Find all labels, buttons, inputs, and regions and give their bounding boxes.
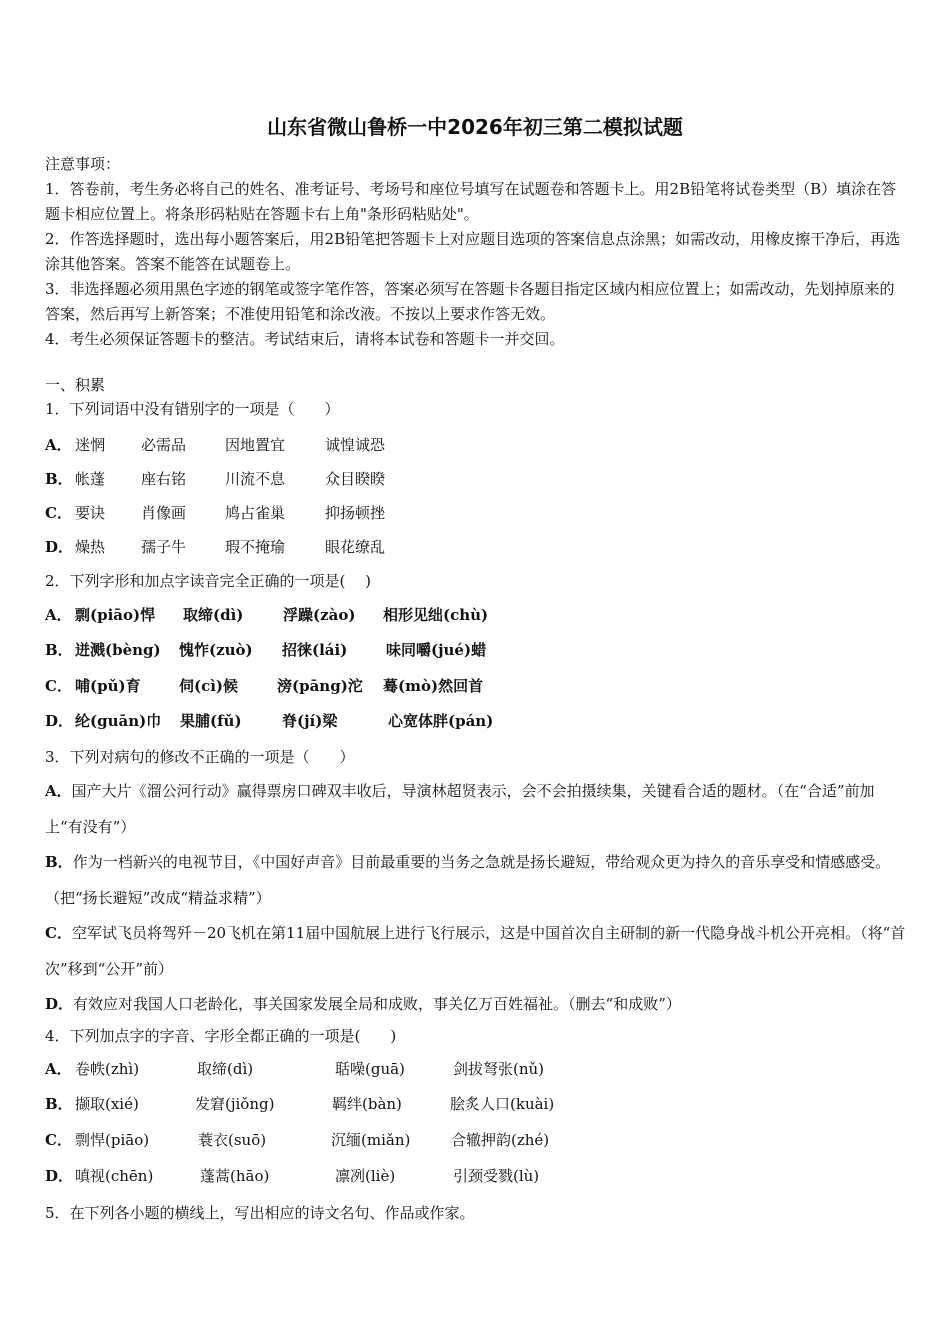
- option-word: 蓦(mò)然回首: [383, 677, 484, 695]
- option-letter: B．: [45, 641, 73, 659]
- option-word: 川流不息: [225, 470, 286, 488]
- option-word: 味同嚼(jué)蜡: [386, 641, 487, 659]
- option-word: 引颈受戮(lù): [453, 1167, 540, 1185]
- option-letter: A．: [45, 1060, 72, 1078]
- notice-block: [45, 152, 905, 352]
- option-word: 凛冽(liè): [335, 1167, 396, 1185]
- option-word: 发窘(jiǒng): [195, 1095, 275, 1113]
- option-word: 必需品: [141, 436, 187, 454]
- option-letter: C．: [45, 924, 72, 942]
- option-text: 作为一档新兴的电视节目，《中国好声音》目前最重要的当务之急就是扬长避短，带给观众更为持久的音乐享受和情感感受。（把“扬长避短”改成“精益求精”）: [45, 853, 891, 907]
- q2-option-d: [45, 714, 493, 729]
- option-text: 空军试飞员将驾歼－20飞机在第11届中国航展上进行飞行展示，这是中国首次自主研制的新一代隐身战斗机公开亮相。（将“首次”移到“公开”前）: [45, 924, 906, 978]
- question-1-stem: 1．下列词语中没有错别字的一项是（ ）: [45, 400, 340, 418]
- option-word: 因地置宜: [225, 436, 286, 454]
- q3-option-d: [45, 986, 910, 1022]
- notice-item: 1．答卷前，考生务必将自己的姓名、准考证号、考场号和座位号填写在试题卷和答题卡上。用2B铅笔将试卷类型（B）填涂在答题卡相应位置上。将条形码粘贴在答题卡右上角"条形码粘贴处"。: [45, 180, 897, 223]
- q1-option-c: [45, 506, 385, 521]
- option-letter: B．: [45, 470, 73, 488]
- question-3-stem: 3．下列对病句的修改不正确的一项是（ ）: [45, 748, 355, 766]
- option-word: 众目睽睽: [325, 470, 386, 488]
- option-word: 取缔(dì): [183, 606, 244, 624]
- option-word: 肖像画: [141, 504, 187, 522]
- option-word: 羁绊(bàn): [332, 1095, 402, 1113]
- option-word: 诚惶诚恐: [325, 436, 386, 454]
- notice-item: 4．考生必须保证答题卡的整洁。考试结束后，请将本试卷和答题卡一并交回。: [45, 330, 565, 348]
- option-letter: D．: [45, 712, 74, 730]
- option-word: 脍炙人口(kuài): [450, 1095, 555, 1113]
- option-word: 燥热: [75, 538, 106, 556]
- q3-option-b: [45, 844, 910, 916]
- option-word: 卷帙(zhì): [75, 1060, 140, 1078]
- option-letter: A．: [45, 782, 72, 800]
- q4-option-d: [45, 1169, 539, 1184]
- option-word: 纶(guān)巾: [75, 712, 162, 730]
- option-word: 愧怍(zuò): [179, 641, 253, 659]
- q3-option-c: [45, 915, 910, 987]
- option-word: 剽(piāo)悍: [75, 606, 156, 624]
- option-word: 迸溅(bèng): [75, 641, 161, 659]
- option-word: 沉缅(miǎn): [331, 1131, 411, 1149]
- notice-item: 2．作答选择题时，选出每小题答案后，用2B铅笔把答题卡上对应题目选项的答案信息点涂黑；如需改动，用橡皮擦干净后，再选涂其他答案。答案不能答在试题卷上。: [45, 230, 901, 273]
- option-word: 孺子牛: [141, 538, 187, 556]
- option-word: 眼花缭乱: [325, 538, 386, 556]
- q1-option-d: [45, 540, 385, 555]
- notice-item: 3．非选择题必须用黑色字迹的钢笔或签字笔作答，答案必须写在答题卡各题目指定区域内相应位置上；如需改动，先划掉原来的答案，然后再写上新答案；不准使用铅笔和涂改液。不按以上要求作答无效。: [45, 280, 895, 323]
- q1-option-b: [45, 472, 385, 487]
- question-5-stem: 5．在下列各小题的横线上，写出相应的诗文名句、作品或作家。: [45, 1204, 475, 1222]
- option-letter: D．: [45, 995, 74, 1013]
- option-word: 取缔(dì): [197, 1060, 254, 1078]
- option-letter: A．: [45, 606, 72, 624]
- q2-option-c: [45, 679, 483, 694]
- option-letter: B．: [45, 1095, 73, 1113]
- q2-option-a: [45, 608, 488, 623]
- option-word: 哺(pǔ)育: [75, 677, 141, 695]
- option-word: 座右铭: [141, 470, 187, 488]
- option-word: 心宽体胖(pán): [388, 712, 494, 730]
- option-word: 鸠占雀巢: [225, 504, 286, 522]
- page-title: 山东省微山鲁桥一中2026年初三第二模拟试题: [267, 115, 683, 139]
- option-word: 果脯(fǔ): [180, 712, 242, 730]
- q2-option-b: [45, 643, 486, 658]
- q4-option-c: [45, 1133, 549, 1148]
- option-word: 撷取(xié): [75, 1095, 139, 1113]
- option-word: 要诀: [75, 504, 106, 522]
- option-letter: C．: [45, 677, 72, 695]
- question-2-stem: 2．下列字形和加点字读音完全正确的一项是( ): [45, 572, 372, 590]
- option-word: 迷惘: [75, 436, 106, 454]
- option-word: 蓑衣(suō): [198, 1131, 267, 1149]
- option-word: 滂(pāng)沱: [277, 677, 363, 695]
- q1-option-a: [45, 438, 385, 453]
- option-word: 蓬蒿(hāo): [200, 1167, 270, 1185]
- option-letter: B．: [45, 853, 73, 871]
- option-word: 浮躁(zào): [283, 606, 356, 624]
- section-heading: 一、积累: [45, 376, 106, 394]
- option-word: 帐蓬: [75, 470, 106, 488]
- option-letter: C．: [45, 504, 72, 522]
- option-word: 脊(jí)梁: [282, 712, 338, 730]
- option-letter: C．: [45, 1131, 72, 1149]
- option-letter: A．: [45, 436, 72, 454]
- q4-option-b: [45, 1097, 554, 1112]
- option-word: 聒噪(guā): [335, 1060, 405, 1078]
- option-letter: D．: [45, 538, 74, 556]
- option-text: 国产大片《溜公河行动》赢得票房口碑双丰收后，导演林超贤表示，会不会拍摄续集，关键看合适的题材。（在“合适”前加上“有没有”）: [45, 782, 875, 836]
- q3-option-a: [45, 773, 910, 845]
- option-word: 抑扬顿挫: [325, 504, 386, 522]
- option-word: 瑕不掩瑜: [225, 538, 286, 556]
- q4-option-a: [45, 1062, 544, 1077]
- option-word: 嗔视(chēn): [75, 1167, 154, 1185]
- option-word: 剽悍(piāo): [75, 1131, 150, 1149]
- option-word: 招徕(lái): [282, 641, 348, 659]
- question-4-stem: 4．下列加点字的字音、字形全都正确的一项是( ): [45, 1027, 397, 1045]
- option-word: 剑拔弩张(nǔ): [453, 1060, 545, 1078]
- option-word: 相形见绌(chù): [383, 606, 489, 624]
- option-word: 伺(cì)候: [179, 677, 239, 695]
- option-letter: D．: [45, 1167, 74, 1185]
- option-word: 合辙押韵(zhé): [451, 1131, 550, 1149]
- option-text: 有效应对我国人口老龄化，事关国家发展全局和成败，事关亿万百姓福祉。（删去“和成败”）: [73, 995, 681, 1013]
- notice-heading: 注意事项：: [45, 155, 121, 173]
